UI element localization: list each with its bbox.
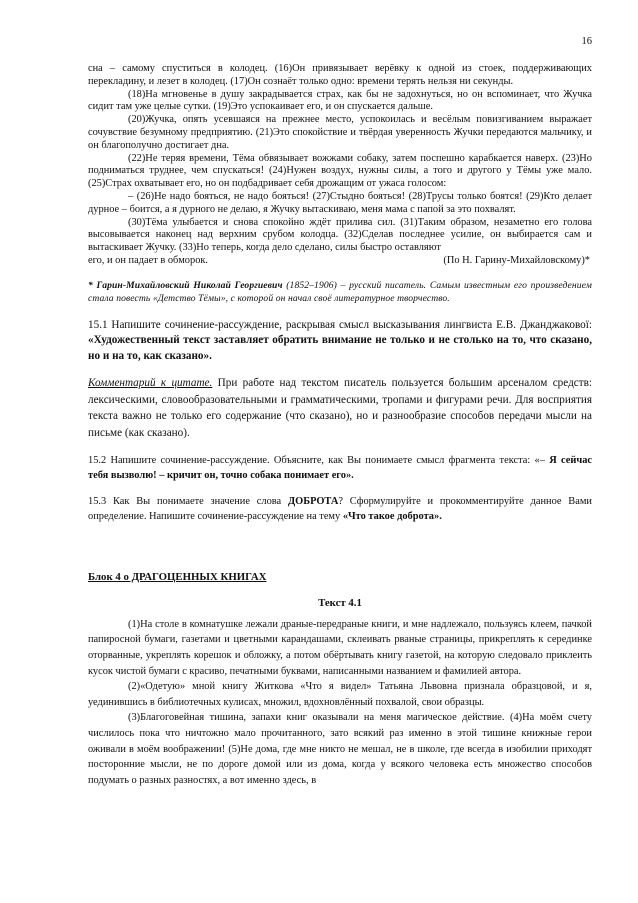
comment-text: При работе над текстом писатель пользуется большим арсеналом средств: лексическими, словообразовательными и грамматическими, тропами и фигурами речи. Для восприятия текста важно не только его содержание (что сказано), но и разнообразие способов передачи мысли на письме (как сказано). (88, 377, 593, 440)
story-paragraph: (18)На мгновенье в душу закрадывается страх, как бы не задохнуться, но он вспоминает, что Жучка сидит там уже целые сутки. (19)Это успокаивает его, и он спускается дальше. (88, 88, 592, 113)
task-15-1-text: 15.1 Напишите сочинение-рассуждение, раскрывая смысл высказывания лингвиста Е.В. Джанджакової: (88, 318, 592, 331)
task-15-3 (88, 494, 592, 524)
attribution: (По Н. Гарину-Михайловскому)* (443, 254, 590, 266)
comment-label: Комментарий к цитате. (88, 377, 213, 390)
attribution-row (88, 255, 592, 268)
story-paragraph: – (26)Не надо бояться, не надо бояться! (27)Стыдно бояться! (28)Трусы только боятся! (29)Кто делает дурное – боится, а я дурного не делаю, я Жучку вытаскиваю, меня мама с папой за это похвалят. (88, 190, 592, 215)
footnote (88, 279, 592, 305)
story-paragraph: (22)Не теряя времени, Тёма обвязывает вожжами собаку, затем поспешно карабкается наверх. (23)Но подниматься труднее, чем спускаться! (24)Нужен воздух, нужны силы, а того и другого у Тёмы уже мало. (25)Страх охватывает его, но он подбадривает себя дрожащим от ужаса голосом: (88, 152, 592, 190)
footnote-author: * Гарин-Михайловский Николай Георгиевич (88, 279, 283, 291)
task-15-2 (88, 453, 592, 483)
block-title: Блок 4 о ДРАГОЦЕННЫХ КНИГАХ (88, 570, 267, 583)
task-15-1-quote: «Художественный текст заставляет обратить внимание не только и не столько на то, что сказано, но и на то, как сказано». (88, 334, 592, 362)
text-paragraph: (2)«Одетую» мной книгу Житкова «Что я видел» Татьяна Львовна признала образцовой, и я, уединившись в библиотечных кулисах, множил, вдохновлённый похвалой, свои образцы. (88, 681, 592, 708)
task-15-2-text: 15.2 Напишите сочинение-рассуждение. Объясните, как Вы понимаете смысл фрагмента текста: «– (88, 454, 545, 466)
task-15-3-text: 15.3 Как Вы понимаете значение слова (88, 495, 282, 507)
text-paragraph: (3)Благоговейная тишина, запахи книг оказывали на меня магическое действие. (4)На моём счету числилось пока что ничтожно мало прочитанного, зато всякий раз именно в этой тишине книжные герои оживали в моём воображении! (5)Не дома, где мне никто не мешал, не в школе, где всегда в изобилии приходят посторонние мысли, не по дороге домой или из дома, когда у всякого человека есть множество способов подумать о разных разностях, а вот именно здесь, в (88, 712, 592, 786)
task-15-2-quote: Я сейчас тебя вызволю! – кричит он, точно собака понимает его». (88, 454, 592, 481)
text-title: Текст 4.1 (318, 596, 362, 609)
story-paragraph: (30)Тёма улыбается и снова спокойно ждёт прилива сил. (31)Таким образом, незаметно его голова высовывается наконец над верхним срубом колодца. (32)Сделав последнее усилие, он выбирается сам и вытаскивает Жучку. (33)Но теперь, когда дело сделано, силы быстро оставляют (88, 216, 592, 254)
footnote-text: (1852–1906) – русский писатель. Самым известным его произведением стала повесть «Детство Тёмы», с которой он начал своё литературное творчество. (88, 279, 592, 304)
task-15-3-word: ДОБРОТА (287, 495, 339, 507)
story-paragraph: сна – самому спуститься в колодец. (16)Он привязывает верёвку к одной из стоек, поддерживающих перекладину, и лезет в колодец. (17)Он сознаёт только одно: времени терять нельзя ни секунды. (88, 63, 592, 87)
page-number: 16 (581, 36, 592, 47)
story-paragraph: (20)Жучка, опять усевшаяся на прежнее место, успокоилась и весёлым повизгиванием выражает сочувствие безумному предприятию. (21)Это спокойствие и твёрдая уверенность Жучки передаются мальчику, и он благополучно достигает дна. (88, 114, 592, 151)
text-paragraph: (1)На столе в комнатушке лежали драные-передраные книги, и мне надлежало, пользуясь клеем, пачкой папиросной бумаги, газетами и цветными карандашами, склеивать рваные страницы, прикреплять к серединке оторванные, укреплять корешок и обложку, а потом обёртывать книгу газетой, на которую следовало приклеить кусок чистой бумаги с красиво, печатными буквами, написанными названием и фамилией автора. (88, 618, 592, 677)
task-15-3-topic: «Что такое доброта». (342, 510, 442, 522)
task-15-3-text2: ? Сформулируйте и прокомментируйте данное Вами определение. Напишите сочинение-рассуждение на тему (88, 495, 592, 522)
page-content (88, 63, 592, 788)
story-paragraph-end: его, и он падает в обморок. (88, 254, 209, 266)
task-15-1 (88, 318, 592, 365)
quote-comment (88, 375, 592, 441)
